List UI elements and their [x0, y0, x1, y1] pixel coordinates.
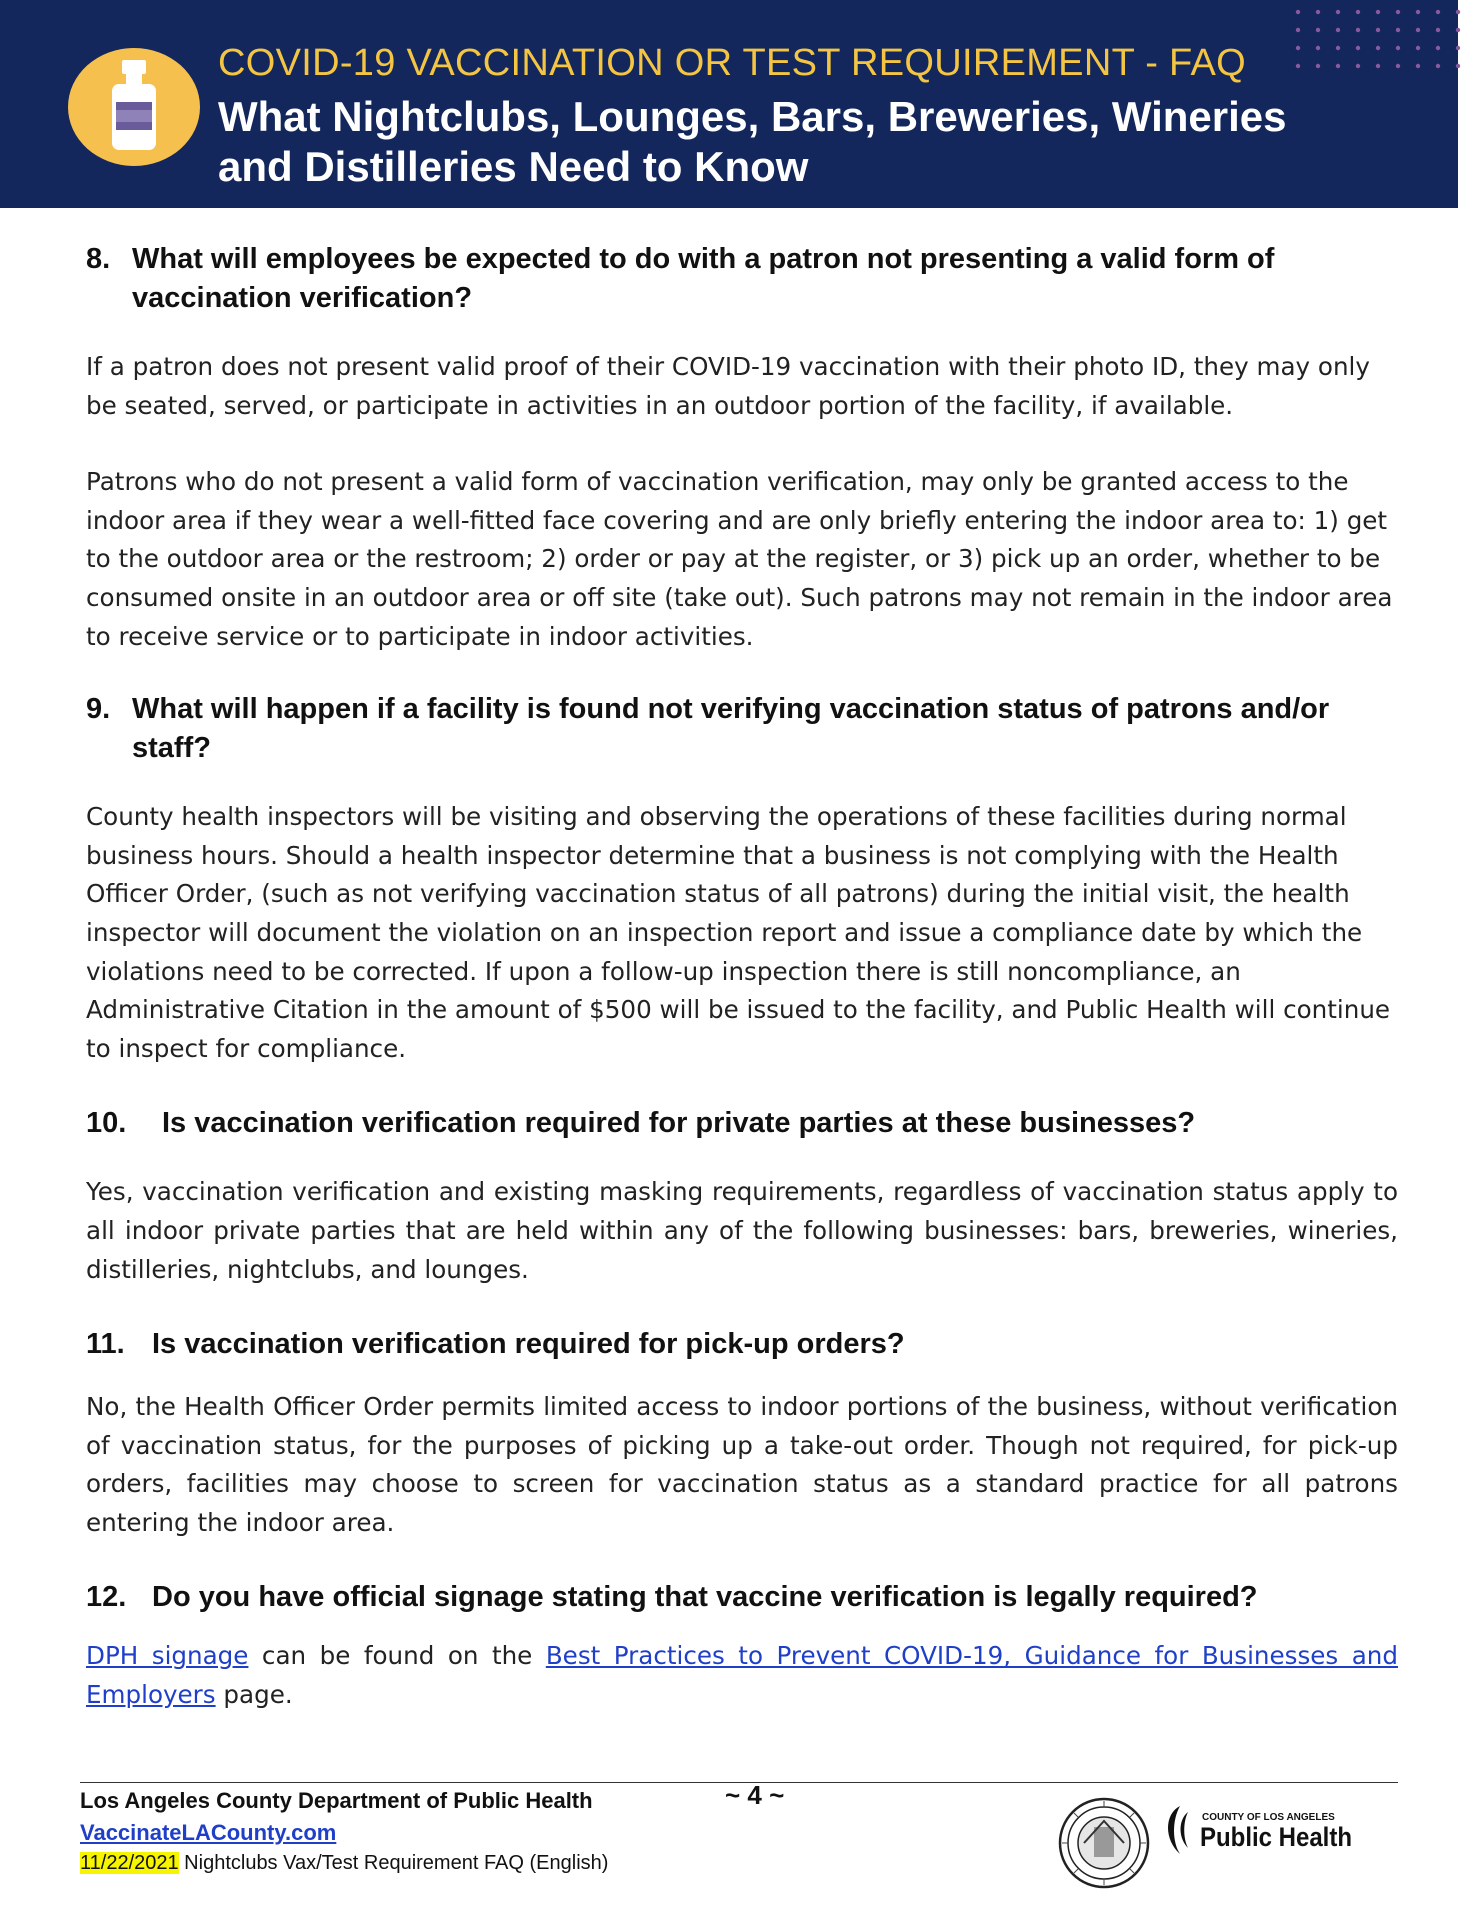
page-number: ~ 4 ~	[725, 1780, 785, 1810]
page-title	[218, 92, 1287, 192]
public-health-logo	[1158, 1800, 1358, 1860]
question-number: 11.	[86, 1328, 125, 1361]
footer-org: Los Angeles County Department of Public Health	[80, 1788, 593, 1813]
question-text: What will happen if a facility is found not verifying vaccination status of patrons and/or staff?	[132, 693, 1330, 765]
question-text: Is vaccination verification required for pick-up orders?	[152, 1328, 905, 1361]
question-text: Do you have official signage stating that vaccine verification is legally required?	[152, 1581, 1258, 1614]
answer-paragraph: If a patron does not present valid proof of their COVID-19 vaccination with their photo ID, they may only be seated, served, or participate in activities in an outdoor portion of the facility, if available.	[86, 352, 1370, 420]
footer-doc-title: Nightclubs Vax/Test Requirement FAQ (English)	[178, 1852, 609, 1874]
footer-doc-info	[80, 1852, 608, 1875]
question-number: 12.	[86, 1581, 127, 1614]
question-number: 10.	[86, 1107, 127, 1140]
faq-question-10	[86, 1104, 1398, 1143]
answer-paragraph	[86, 1637, 1398, 1714]
logo-badge	[68, 48, 200, 166]
question-number: 9.	[86, 693, 111, 726]
faq-question-9	[86, 690, 1398, 768]
page-title-line-2: and Distilleries Need to Know	[218, 143, 809, 190]
website-link[interactable]: VaccinateLACounty.com	[80, 1820, 337, 1845]
question-text: What will employees be expected to do with a patron not presenting a valid form of vaccination verification?	[132, 243, 1275, 314]
page-title-line-1: What Nightclubs, Lounges, Bars, Breweries, Wineries	[218, 93, 1287, 140]
answer-paragraph: Patrons who do not present a valid form of vaccination verification, may only be granted access to the indoor area if they wear a well-fitted face covering and are only briefly entering the indoor area to: 1) get to the outdoor area or the restroom; 2) order or pay at the register, or 3) pick up an order, whether to be consumed onsite in an outdoor area or off site (take out). Such patrons may not remain in the indoor area to receive service or to participate in indoor activities.	[86, 467, 1393, 651]
footer-date: 11/22/2021	[80, 1852, 179, 1874]
question-text: Is vaccination verification required for private parties at these businesses?	[162, 1107, 1196, 1140]
answer-text: can be found on the	[248, 1641, 546, 1671]
faq-question-8	[86, 240, 1398, 318]
header-banner	[0, 0, 1484, 208]
best-practices-link[interactable]: Best Practices to Prevent COVID-19, Guidance for Businesses and Employers	[86, 1641, 1398, 1710]
answer-paragraph: No, the Health Officer Order permits limited access to indoor portions of the business, without verification of vaccination status, for the purposes of picking up a take-out order. Though not required, for pick-up orders, facilities may choose to screen for vaccination status as a standard practice for all patrons entering the indoor area.	[86, 1392, 1398, 1537]
question-number: 8.	[86, 243, 111, 275]
faq-question-11	[86, 1325, 1398, 1364]
logo-big-text: Public Health	[1200, 1822, 1352, 1852]
logo-small-text: COUNTY OF LOS ANGELES	[1202, 1812, 1335, 1823]
answer-paragraph: County health inspectors will be visiting and observing the operations of these facilities during normal business hours. Should a health inspector determine that a business is not complying with the Health Officer Order, (such as not verifying vaccination status of all patrons) during the initial visit, the health inspector will document the violation on an inspection report and issue a compliance date by which the violations need to be corrected. If upon a follow-up inspection there is still noncompliance, an Administrative Citation in the amount of $500 will be issued to the facility, and Public Health will continue to inspect for compliance.	[86, 802, 1391, 1063]
answer-text: page.	[215, 1680, 293, 1710]
dph-signage-link[interactable]: DPH signage	[86, 1641, 249, 1671]
faq-content	[86, 240, 1398, 1715]
logo-swoosh-icon	[1168, 1806, 1180, 1854]
county-seal-icon	[1058, 1797, 1150, 1889]
decorative-dots	[1292, 6, 1462, 76]
faq-question-12	[86, 1578, 1398, 1617]
header-kicker: COVID-19 VACCINATION OR TEST REQUIREMENT - FAQ	[218, 42, 1246, 84]
answer-paragraph: Yes, vaccination verification and existing masking requirements, regardless of vaccination status apply to all indoor private parties that are held within any of the following businesses: bars, breweries, wineries, distilleries, nightclubs, and lounges.	[86, 1177, 1398, 1284]
vaccine-vial-icon	[68, 48, 200, 166]
